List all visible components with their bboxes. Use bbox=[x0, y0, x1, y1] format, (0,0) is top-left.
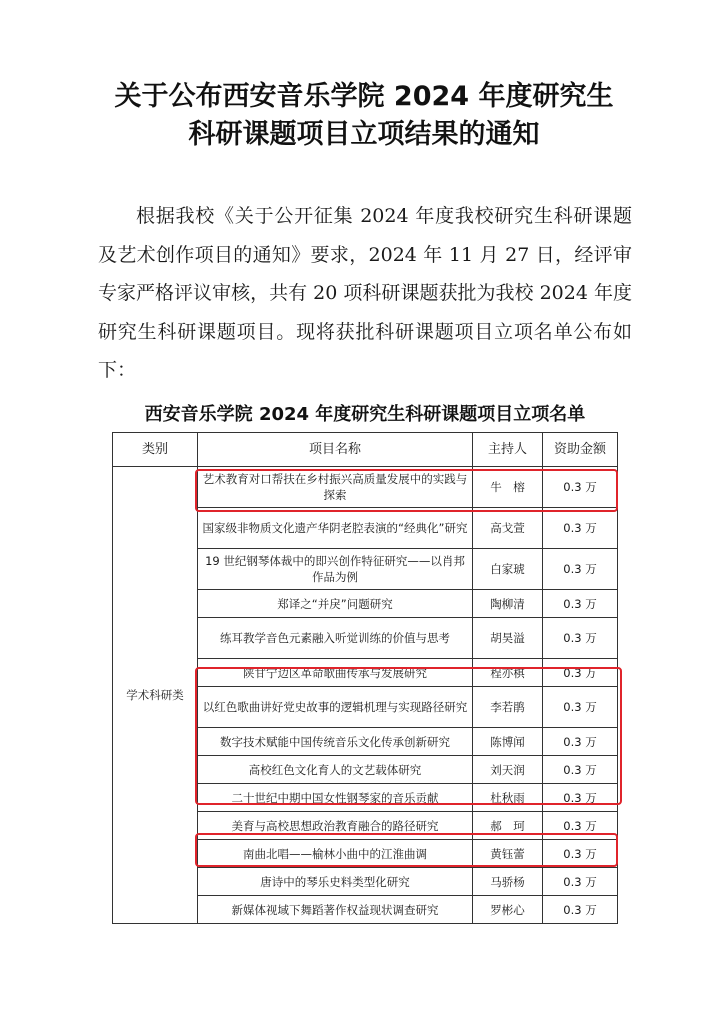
table-row bbox=[113, 467, 618, 508]
header-amount: 资助金额 bbox=[543, 433, 618, 467]
amount-cell: 0.3 万 bbox=[543, 812, 618, 840]
host-cell: 程亦棋 bbox=[473, 659, 543, 687]
host-cell: 郝 珂 bbox=[473, 812, 543, 840]
project-name-cell: 数字技术赋能中国传统音乐文化传承创新研究 bbox=[198, 728, 473, 756]
project-name-cell: 练耳教学音色元素融入听觉训练的价值与思考 bbox=[198, 618, 473, 659]
intro-paragraph: 根据我校《关于公开征集 2024 年度我校研究生科研课题及艺术创作项目的通知》要求，2024 年 11 月 27 日，经评审专家严格评议审核，共有 20 项科研课题获批为我校 2024 年度研究生科研课题项目。现将获批科研课题项目立项名单公布如下： bbox=[98, 205, 632, 381]
host-cell: 牛 榕 bbox=[473, 467, 543, 508]
amount-cell: 0.3 万 bbox=[543, 467, 618, 508]
host-cell: 刘天润 bbox=[473, 756, 543, 784]
host-cell: 胡昊溢 bbox=[473, 618, 543, 659]
host-cell: 黄钰蕾 bbox=[473, 840, 543, 868]
amount-cell: 0.3 万 bbox=[543, 784, 618, 812]
host-cell: 杜秋雨 bbox=[473, 784, 543, 812]
amount-cell: 0.3 万 bbox=[543, 508, 618, 549]
project-name-cell: 美育与高校思想政治教育融合的路径研究 bbox=[198, 812, 473, 840]
amount-cell: 0.3 万 bbox=[543, 896, 618, 924]
host-cell: 高戈萱 bbox=[473, 508, 543, 549]
amount-cell: 0.3 万 bbox=[543, 590, 618, 618]
project-name-cell: 国家级非物质文化遗产华阴老腔表演的“经典化”研究 bbox=[198, 508, 473, 549]
amount-cell: 0.3 万 bbox=[543, 549, 618, 590]
amount-cell: 0.3 万 bbox=[543, 868, 618, 896]
host-cell: 陶柳清 bbox=[473, 590, 543, 618]
project-name-cell: 新媒体视域下舞蹈著作权益现状调查研究 bbox=[198, 896, 473, 924]
project-name-cell: 以红色歌曲讲好党史故事的逻辑机理与实现路径研究 bbox=[198, 687, 473, 728]
project-name-cell: 艺术教育对口帮扶在乡村振兴高质量发展中的实践与探索 bbox=[198, 467, 473, 508]
amount-cell: 0.3 万 bbox=[543, 728, 618, 756]
project-name-cell: 陕甘宁边区革命歌曲传承与发展研究 bbox=[198, 659, 473, 687]
project-name-cell: 郑译之“并戾”问题研究 bbox=[198, 590, 473, 618]
amount-cell: 0.3 万 bbox=[543, 618, 618, 659]
amount-cell: 0.3 万 bbox=[543, 840, 618, 868]
amount-cell: 0.3 万 bbox=[543, 659, 618, 687]
amount-cell: 0.3 万 bbox=[543, 756, 618, 784]
document-title bbox=[60, 78, 668, 154]
project-name-cell: 唐诗中的琴乐史料类型化研究 bbox=[198, 868, 473, 896]
header-category: 类别 bbox=[113, 433, 198, 467]
amount-cell: 0.3 万 bbox=[543, 687, 618, 728]
host-cell: 李若鹃 bbox=[473, 687, 543, 728]
table-header-row bbox=[113, 433, 618, 467]
category-cell: 学术科研类 bbox=[113, 467, 198, 924]
project-name-cell: 二十世纪中期中国女性钢琴家的音乐贡献 bbox=[198, 784, 473, 812]
header-project-name: 项目名称 bbox=[198, 433, 473, 467]
host-cell: 陈博闻 bbox=[473, 728, 543, 756]
title-line-1: 关于公布西安音乐学院 2024 年度研究生 bbox=[114, 81, 614, 112]
table-title: 西安音乐学院 2024 年度研究生科研课题项目立项名单 bbox=[144, 404, 586, 425]
host-cell: 白家琥 bbox=[473, 549, 543, 590]
host-cell: 罗彬心 bbox=[473, 896, 543, 924]
header-host: 主持人 bbox=[473, 433, 543, 467]
project-name-cell: 南曲北唱——榆林小曲中的江淮曲调 bbox=[198, 840, 473, 868]
title-line-2: 科研课题项目立项结果的通知 bbox=[188, 119, 540, 150]
project-list-table bbox=[112, 432, 618, 924]
host-cell: 马骄杨 bbox=[473, 868, 543, 896]
project-name-cell: 高校红色文化育人的文艺载体研究 bbox=[198, 756, 473, 784]
project-name-cell: 19 世纪钢琴体裁中的即兴创作特征研究——以肖邦作品为例 bbox=[198, 549, 473, 590]
